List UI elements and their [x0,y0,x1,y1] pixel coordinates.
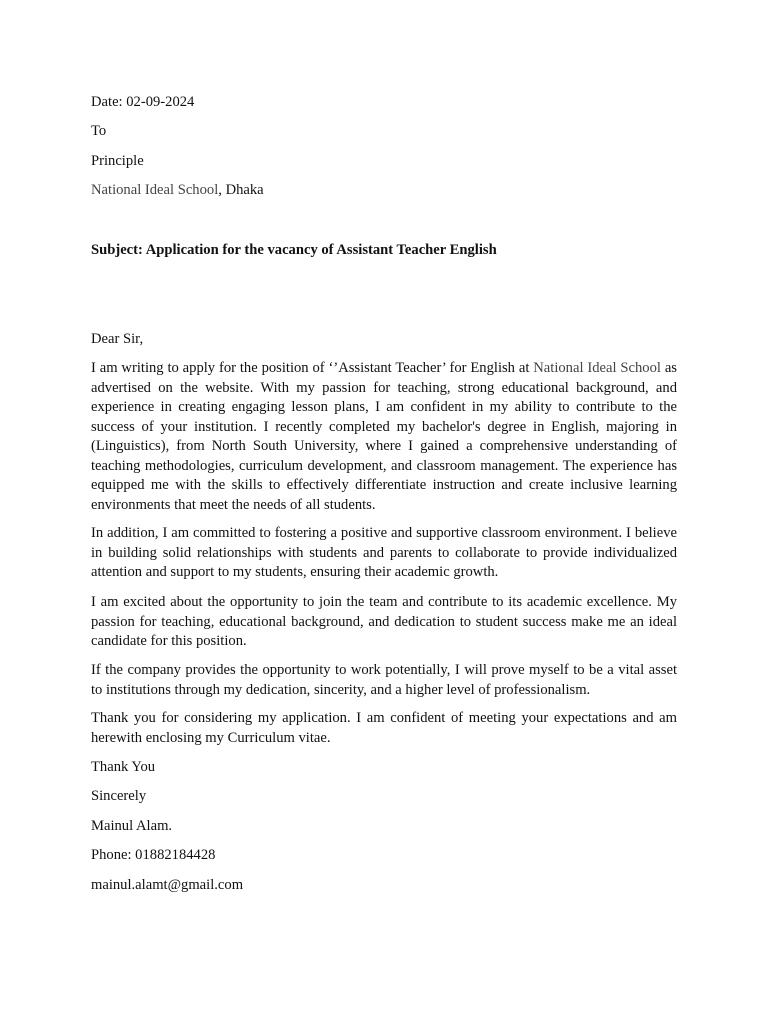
school-name: National Ideal School [91,182,219,198]
body-paragraph-4 [91,661,677,700]
p1-rest: as advertised on the website. With my passion for teaching, strong educational background, and experience in creating engaging lesson plans, I am confident in my ability to contribute to the success of your institution. I recently completed my bachelor's degree in English, majoring in (Linguistics), from North South University, where I gained a comprehensive understanding of teaching methodologies, curriculum development, and classroom management. The experience has equipped me with the skills to effectively differentiate instruction and create inclusive learning environments that meet the needs of all students. [91,360,677,513]
recipient-title: Principle [91,153,144,169]
sender-email: mainul.alamt@gmail.com [91,877,244,893]
body-paragraph-5 [91,709,677,748]
p1-school-name: National Ideal School [533,360,661,376]
sender-name: Mainul Alam. [91,818,173,834]
body-paragraph-2 [91,524,677,583]
p5-text: Thank you for considering my application. I am confident of meeting your expectations and am herewith enclosing my Curriculum vitae. [91,710,677,746]
p4-text: If the company provides the opportunity to work potentially, I will prove myself to be a vital asset to institutions through my dedication, sincerity, and a higher level of professionalism. [91,662,677,698]
to-line: To [91,123,107,139]
p1-start: I am writing to apply for the position of ‘’Assistant Teacher’ for English at [91,360,534,376]
sign-off: Sincerely [91,788,147,804]
subject-line: Subject: Application for the vacancy of Assistant Teacher English [91,242,497,258]
thanks-line: Thank You [91,759,156,775]
p2-text: In addition, I am committed to fostering a positive and supportive classroom environment. I believe in building solid relationships with students and parents to collaborate to provide individualized attention and support to my students, ensuring their academic growth. [91,525,677,580]
city-suffix: , Dhaka [218,182,264,198]
recipient-address [91,181,264,201]
body-paragraph-3 [91,593,677,652]
p3-text: I am excited about the opportunity to join the team and contribute to its academic excellence. My passion for teaching, educational background, and dedication to student success make me an ideal candidate for this position. [91,594,677,649]
sender-phone: Phone: 01882184428 [91,847,216,863]
salutation: Dear Sir, [91,331,144,347]
date-line: Date: 02-09-2024 [91,94,195,110]
body-paragraph-1 [91,359,677,515]
